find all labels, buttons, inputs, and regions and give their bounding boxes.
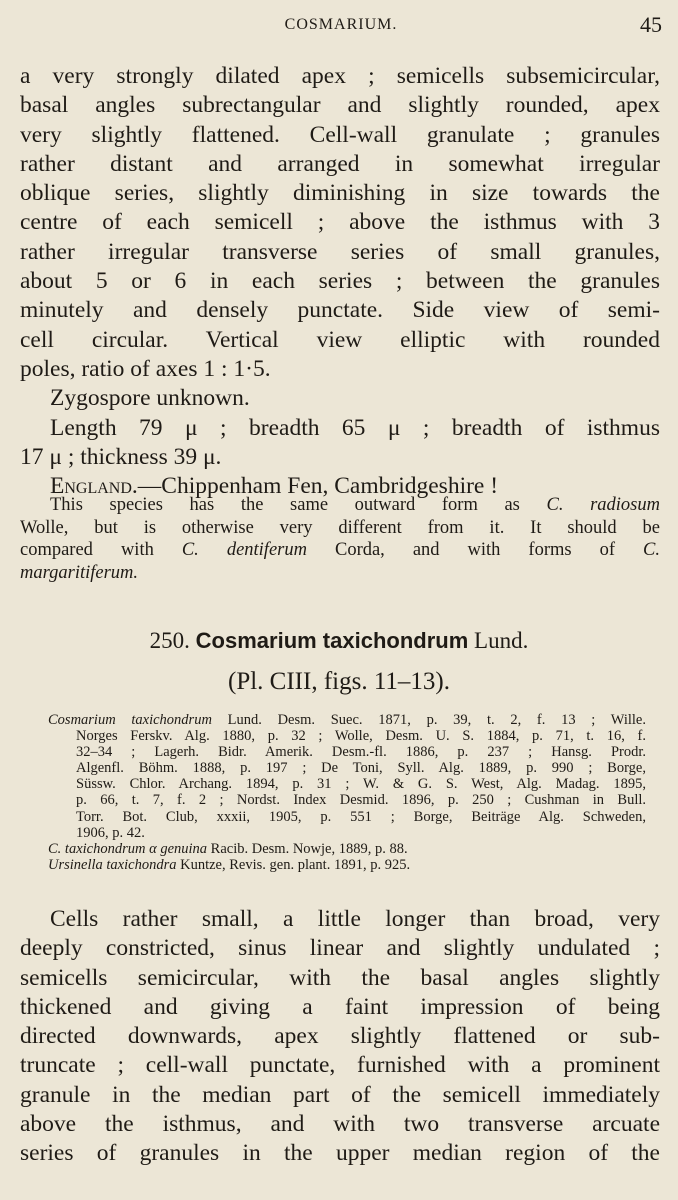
synonym-name: Ursinella taxichondra (48, 856, 177, 873)
plate-reference: (Pl. CIII, figs. 11–13). (228, 668, 450, 695)
synonym-line: 1906, p. 42. (76, 824, 145, 841)
text-line: truncate ; cell-wall punctate, furnished with a prominent (20, 1052, 660, 1079)
synonym-citation: Lund. Desm. Suec. 1871, p. 39, t. 2, f. 13 ; Wille. (211, 712, 646, 728)
synonym-citation: Kuntze, Revis. gen. plant. 1891, p. 925. (176, 856, 411, 873)
synonym-citation: Racib. Desm. Nowje, 1889, p. 88. (207, 840, 408, 857)
text-line: cell circular. Vertical view elliptic with rounded (20, 326, 660, 353)
text-line: thickened and giving a faint impression of being (20, 993, 660, 1020)
synonym-line: p. 66, t. 7, f. 2 ; Nordst. Index Desmid. 1896, p. 250 ; Cushman in Bull. (76, 792, 646, 809)
species-name: Cosmarium taxichondrum (195, 628, 469, 653)
text-line: basal angles subrectangular and slightly rounded, apex (20, 92, 660, 119)
text-line: oblique series, slightly diminishing in size towards the (20, 180, 660, 207)
text-line: very slightly flattened. Cell-wall granulate ; granules (20, 121, 660, 148)
note-taxon: C. dentiferum (181, 540, 307, 560)
text-line: above the isthmus, and with two transverse arcuate (20, 1111, 660, 1138)
text-line: centre of each semicell ; above the isthmus with 3 (20, 209, 660, 236)
text-line: rather irregular transverse series of small granules, (20, 238, 660, 265)
text-line: a very strongly dilated apex ; semicells subsemicircular, (20, 63, 660, 89)
species-number: 250. (149, 628, 190, 653)
note-line: Wolle, but is otherwise very different from it. It should be (20, 517, 660, 538)
note-line (20, 562, 660, 585)
text-line: poles, ratio of axes 1 : 1·5. (20, 355, 271, 382)
running-title: COSMARIUM. (284, 16, 398, 33)
note-taxon: C. radiosum (546, 495, 660, 515)
synonym-line (48, 841, 646, 857)
synonym-line (48, 857, 646, 873)
text-line: granule in the median part of the semicell immediately (20, 1081, 660, 1108)
note-line (20, 539, 660, 562)
measurement-line: 17 μ ; thickness 39 μ. (20, 443, 222, 470)
measurement-line: Length 79 μ ; breadth 65 μ ; breadth of isthmus (50, 414, 660, 441)
text-line: Cells rather small, a little longer than broad, very (50, 906, 660, 932)
zygospore-line: Zygospore unknown. (50, 385, 250, 412)
text-line: deeply constricted, sinus linear and slightly undulated ; (20, 935, 660, 962)
note-line (20, 494, 660, 517)
text-line: about 5 or 6 in each series ; between the granules (20, 268, 660, 295)
note-text: This species has the same outward form as (50, 495, 547, 515)
species-heading (0, 628, 678, 654)
page-number: 45 (640, 12, 662, 37)
text-line: minutely and densely punctate. Side view of semi- (20, 297, 660, 324)
synonym-name: C. taxichondrum α genuina (48, 840, 208, 857)
text-line: directed downwards, apex slightly flattened or sub- (20, 1023, 660, 1050)
intro-description (20, 62, 660, 501)
synonym-line (48, 712, 646, 728)
locality-text: —Chippenham Fen, Cambridgeshire ! (137, 473, 499, 500)
text-line: rather distant and arranged in somewhat irregular (20, 150, 660, 177)
synonymy-block (48, 712, 646, 873)
synonym-line: 32–34 ; Lagerh. Bidr. Amerik. Desm.-fl. 1886, p. 237 ; Hansg. Prodr. (76, 744, 646, 761)
note-text: compared with (20, 540, 182, 560)
synonym-name: Cosmarium taxichondrum (48, 712, 212, 728)
synonym-line: Norges Ferskv. Alg. 1880, p. 32 ; Wolle, Desm. U. S. 1884, p. 71, t. 16, f. (76, 728, 646, 745)
page-header (20, 10, 662, 44)
text-line: semicells semicircular, with the basal angles slightly (20, 964, 660, 991)
note-text: Corda, and with forms of (306, 540, 644, 560)
note-taxon: margaritiferum. (20, 562, 139, 583)
text-line: series of granules in the upper median region of the (20, 1140, 660, 1167)
note-taxon: C. (643, 540, 660, 560)
synonym-line: Süssw. Chlor. Archang. 1894, p. 31 ; W. & G. S. West, Alg. Madag. 1895, (76, 776, 646, 793)
synonym-line: Torr. Bot. Club, xxxii, 1905, p. 551 ; Borge, Beiträge Alg. Schweden, (76, 808, 646, 825)
species-description (20, 905, 660, 1169)
locality-region: England. (50, 473, 138, 500)
remark-note (20, 494, 660, 584)
species-author: Lund. (474, 628, 529, 653)
synonym-line: Algenfl. Böhm. 1888, p. 197 ; De Toni, Syll. Alg. 1889, p. 990 ; Borge, (76, 760, 646, 777)
